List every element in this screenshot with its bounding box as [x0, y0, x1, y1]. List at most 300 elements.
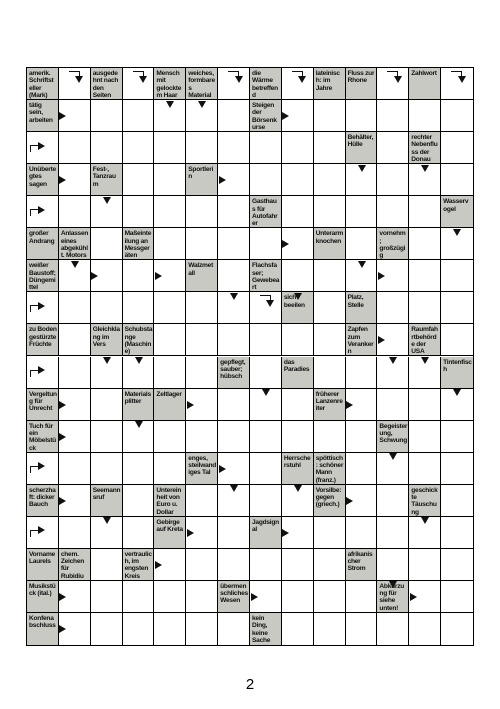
clue-cell — [27, 421, 59, 453]
answer-cell[interactable] — [346, 196, 378, 228]
answer-cell[interactable] — [314, 164, 346, 196]
answer-cell[interactable] — [91, 549, 123, 581]
arrow-down-icon — [294, 293, 302, 300]
arrow-right-icon — [282, 240, 289, 248]
clue-text: Tuch für ein Möbelstück — [29, 422, 56, 452]
clue-cell — [250, 613, 282, 645]
clue-cell — [27, 389, 59, 421]
clue-cell — [282, 357, 314, 389]
answer-cell[interactable] — [409, 389, 441, 421]
clue-cell — [218, 357, 250, 389]
arrow-right-icon — [378, 336, 385, 344]
answer-cell[interactable] — [218, 517, 250, 549]
answer-cell[interactable] — [250, 485, 282, 517]
clue-text: Anlassen eines abgekühlt. Motors — [60, 230, 89, 260]
clue-cell — [27, 324, 59, 356]
answer-cell[interactable] — [346, 100, 378, 132]
answer-cell[interactable] — [441, 581, 473, 613]
answer-cell[interactable] — [123, 196, 155, 228]
answer-cell[interactable] — [218, 196, 250, 228]
answer-cell[interactable] — [123, 613, 155, 645]
clue-text: Seemannsruf — [92, 486, 121, 502]
answer-cell[interactable] — [409, 453, 441, 485]
arrow-down-icon — [262, 389, 270, 396]
answer-cell[interactable] — [154, 164, 186, 196]
clue-cell — [27, 68, 59, 100]
clue-text: Zeltlager — [156, 390, 182, 398]
answer-cell[interactable] — [250, 453, 282, 485]
clue-text: Vorname Laurels — [29, 550, 55, 566]
clue-text: Fluss zur Rhone — [347, 70, 375, 85]
clue-cell — [250, 68, 282, 100]
answer-cell[interactable] — [218, 132, 250, 164]
clue-cell — [409, 324, 441, 356]
clue-text: enges, steilwandiges Tal — [188, 454, 217, 477]
arrow-right-icon — [59, 401, 66, 409]
answer-cell[interactable] — [409, 196, 441, 228]
answer-cell[interactable] — [409, 260, 441, 292]
arrow-right-icon — [282, 529, 289, 537]
answer-cell[interactable] — [314, 357, 346, 389]
answer-cell[interactable] — [377, 100, 409, 132]
answer-cell[interactable] — [218, 389, 250, 421]
clue-text: großer Andrang — [29, 230, 55, 245]
clue-cell — [59, 549, 91, 581]
clue-text: Mensch mit gelocktem Haar — [156, 70, 182, 99]
arrow-right-icon — [410, 593, 417, 601]
answer-cell[interactable] — [91, 100, 123, 132]
clue-cell — [377, 421, 409, 453]
answer-cell[interactable] — [441, 421, 473, 453]
clue-text: ausgedehnt nach den Seiten — [92, 70, 119, 99]
answer-cell[interactable] — [218, 68, 250, 100]
answer-cell[interactable] — [314, 260, 346, 292]
clue-text: das Paradies — [283, 358, 310, 373]
clue-cell — [154, 517, 186, 549]
clue-cell — [186, 260, 218, 292]
answer-cell[interactable] — [441, 260, 473, 292]
answer-cell[interactable] — [346, 613, 378, 645]
arrow-down-icon — [358, 261, 366, 268]
clue-text: Maßeinteilung an Messgeräten — [124, 230, 152, 260]
answer-cell[interactable] — [186, 485, 218, 517]
clue-cell — [27, 260, 59, 292]
clue-cell — [123, 389, 155, 421]
answer-cell[interactable] — [314, 517, 346, 549]
arrow-down-icon — [453, 389, 461, 396]
clue-cell — [154, 389, 186, 421]
clue-text: Gebirge auf Kreta — [156, 518, 183, 534]
answer-cell[interactable] — [314, 132, 346, 164]
answer-cell[interactable] — [441, 292, 473, 324]
answer-cell[interactable] — [441, 549, 473, 581]
clue-cell — [186, 164, 218, 196]
clue-cell — [282, 453, 314, 485]
clue-cell — [186, 453, 218, 485]
clue-text: rechter Nebenfluss der Donau — [411, 134, 438, 163]
answer-cell[interactable] — [282, 164, 314, 196]
clue-text: früherer Lanzenreiter — [315, 390, 343, 413]
answer-cell[interactable] — [59, 132, 91, 164]
arrow-right-icon — [282, 112, 289, 120]
clue-text: Begeisterung, Schwung — [379, 422, 408, 445]
clue-text: Untereinheit von Euro u. Dollar — [156, 486, 182, 516]
answer-cell[interactable] — [441, 164, 473, 196]
clue-cell — [27, 164, 59, 196]
answer-cell[interactable] — [91, 613, 123, 645]
answer-cell[interactable] — [346, 357, 378, 389]
clue-text: Herrscherstuhl — [283, 454, 311, 469]
clue-text: afrikanischer Strom — [347, 550, 373, 573]
answer-cell[interactable] — [282, 421, 314, 453]
answer-cell[interactable] — [314, 324, 346, 356]
clue-cell — [346, 292, 378, 324]
answer-cell[interactable] — [154, 196, 186, 228]
arrow-down-icon — [389, 357, 397, 364]
arrow-right-icon — [59, 112, 66, 120]
clue-cell — [27, 100, 59, 132]
clue-text: Tintenfisch — [443, 358, 472, 373]
answer-cell[interactable] — [186, 228, 218, 260]
clue-text: Platz, Stelle — [347, 294, 364, 309]
answer-cell[interactable] — [409, 292, 441, 324]
answer-cell[interactable] — [282, 389, 314, 421]
crossword-grid — [26, 67, 474, 646]
answer-cell[interactable] — [250, 549, 282, 581]
answer-cell[interactable] — [282, 68, 314, 100]
answer-cell[interactable] — [154, 581, 186, 613]
arrow-down-icon — [135, 421, 143, 428]
arrow-down-icon — [198, 101, 206, 108]
answer-cell[interactable] — [346, 453, 378, 485]
answer-cell[interactable] — [441, 132, 473, 164]
clue-cell — [346, 132, 378, 164]
clue-cell — [346, 324, 378, 356]
answer-cell[interactable] — [91, 421, 123, 453]
arrow-right-icon — [251, 593, 258, 601]
clue-cell — [250, 100, 282, 132]
clue-text: Behälter, Hülle — [347, 134, 374, 149]
clue-text: Gasthaus für Autofahrer — [252, 198, 278, 228]
answer-cell[interactable] — [250, 357, 282, 389]
arrow-right-icon — [346, 497, 353, 505]
answer-cell[interactable] — [377, 68, 409, 100]
clue-text: sich beeilen — [283, 294, 305, 309]
clue-cell — [314, 389, 346, 421]
answer-cell[interactable] — [154, 292, 186, 324]
clue-cell — [409, 132, 441, 164]
arrow-right-icon — [378, 272, 385, 280]
answer-cell[interactable] — [282, 196, 314, 228]
clue-text: Zapfen zum Verankern — [347, 326, 374, 356]
arrow-right-icon — [59, 176, 66, 184]
answer-cell[interactable] — [377, 164, 409, 196]
answer-cell[interactable] — [282, 581, 314, 613]
clue-text: scherzhaft: dicker Bauch — [29, 486, 56, 509]
answer-cell[interactable] — [218, 549, 250, 581]
clue-cell — [441, 196, 473, 228]
answer-cell[interactable] — [314, 581, 346, 613]
answer-cell[interactable] — [186, 421, 218, 453]
answer-cell[interactable] — [59, 324, 91, 356]
answer-cell[interactable] — [441, 68, 473, 100]
answer-cell[interactable] — [123, 68, 155, 100]
clue-cell — [250, 196, 282, 228]
arrow-right-icon — [219, 176, 226, 184]
clue-text: Gleichklang im Vers — [92, 326, 120, 349]
answer-cell[interactable] — [409, 100, 441, 132]
arrow-down-icon — [230, 485, 238, 492]
arrow-down-icon — [421, 517, 429, 524]
clue-cell — [27, 228, 59, 260]
arrow-down-icon — [103, 517, 111, 524]
clue-text: Zahlwort — [411, 70, 437, 77]
clue-cell — [346, 549, 378, 581]
clue-cell — [91, 324, 123, 356]
arrow-right-icon — [155, 561, 162, 569]
clue-text: Raumfahrtbehörde der USA — [411, 326, 438, 356]
answer-cell[interactable] — [91, 132, 123, 164]
clue-text: vertraulich, im engsten Kreis — [124, 550, 152, 580]
answer-cell[interactable] — [186, 581, 218, 613]
answer-cell[interactable] — [346, 581, 378, 613]
arrow-right-icon — [91, 272, 98, 280]
answer-cell[interactable] — [409, 549, 441, 581]
clue-text: Sportlerin — [188, 166, 214, 181]
answer-cell[interactable] — [314, 613, 346, 645]
clue-cell — [314, 485, 346, 517]
answer-cell[interactable] — [314, 100, 346, 132]
answer-cell[interactable] — [441, 324, 473, 356]
answer-cell[interactable] — [59, 292, 91, 324]
answer-cell[interactable] — [282, 132, 314, 164]
answer-cell[interactable] — [218, 324, 250, 356]
answer-cell[interactable] — [186, 324, 218, 356]
answer-cell[interactable] — [91, 581, 123, 613]
arrow-right-icon — [59, 625, 66, 633]
clue-cell — [27, 549, 59, 581]
clue-text: zu Boden gestürzte Früchte — [29, 326, 57, 349]
clue-text: Konfenabschluss — [29, 614, 56, 630]
answer-cell[interactable] — [154, 132, 186, 164]
clue-cell — [314, 228, 346, 260]
clue-text: übermenschliches Wesen — [220, 582, 248, 605]
answer-cell[interactable] — [154, 613, 186, 645]
clue-text: Vergeltung für Unrecht — [29, 390, 57, 413]
clue-text: Walzmetall — [188, 262, 214, 277]
answer-cell[interactable] — [154, 421, 186, 453]
answer-cell[interactable] — [186, 292, 218, 324]
answer-cell[interactable] — [59, 68, 91, 100]
arrow-down-icon — [230, 293, 238, 300]
arrow-down-icon — [389, 453, 397, 460]
arrow-down-icon — [453, 229, 461, 236]
arrow-right-icon — [219, 465, 226, 473]
answer-cell[interactable] — [218, 100, 250, 132]
answer-cell[interactable] — [218, 228, 250, 260]
answer-cell[interactable] — [441, 453, 473, 485]
answer-cell[interactable] — [91, 228, 123, 260]
answer-cell[interactable] — [441, 485, 473, 517]
answer-cell[interactable] — [377, 517, 409, 549]
clue-cell — [409, 68, 441, 100]
answer-cell[interactable] — [409, 228, 441, 260]
arrow-right-icon — [187, 401, 194, 409]
answer-cell[interactable] — [59, 517, 91, 549]
arrow-down-icon — [103, 197, 111, 204]
answer-cell[interactable] — [282, 324, 314, 356]
answer-cell[interactable] — [377, 196, 409, 228]
answer-cell[interactable] — [282, 549, 314, 581]
answer-cell[interactable] — [91, 292, 123, 324]
clue-text: Vorsilbe: gegen (griech.) — [315, 486, 342, 509]
clue-cell — [250, 517, 282, 549]
page-number: 2 — [245, 676, 255, 693]
answer-cell[interactable] — [186, 613, 218, 645]
clue-cell — [154, 68, 186, 100]
answer-cell[interactable] — [282, 260, 314, 292]
arrow-down-icon — [421, 357, 429, 364]
answer-cell[interactable] — [250, 324, 282, 356]
answer-cell[interactable] — [91, 389, 123, 421]
clue-text: weiches, formbares Material — [188, 70, 215, 99]
answer-cell[interactable] — [314, 292, 346, 324]
answer-cell[interactable] — [377, 549, 409, 581]
answer-cell[interactable] — [441, 613, 473, 645]
answer-cell[interactable] — [218, 260, 250, 292]
answer-cell[interactable] — [282, 613, 314, 645]
clue-text: geschickte Täuschung — [411, 486, 438, 516]
clue-cell — [27, 613, 59, 645]
arrow-right-icon — [346, 401, 353, 409]
clue-text: Unübertegtes sagen — [29, 166, 56, 188]
answer-cell[interactable] — [123, 164, 155, 196]
clue-text: Materialsplitter — [124, 390, 151, 405]
answer-cell[interactable] — [186, 549, 218, 581]
answer-cell[interactable] — [377, 132, 409, 164]
clue-text: kein Ding, keine Sache — [252, 614, 271, 644]
answer-cell[interactable] — [123, 292, 155, 324]
answer-cell[interactable] — [154, 453, 186, 485]
clue-text: spöttisch: schöner Mann (franz.) — [315, 454, 344, 484]
answer-cell[interactable] — [123, 100, 155, 132]
arrow-right-icon — [59, 497, 66, 505]
answer-cell[interactable] — [91, 453, 123, 485]
answer-cell[interactable] — [59, 357, 91, 389]
answer-cell[interactable] — [59, 453, 91, 485]
answer-cell[interactable] — [123, 485, 155, 517]
answer-cell[interactable] — [377, 389, 409, 421]
arrow-right-icon — [155, 272, 162, 280]
clue-text: Unterarmknochen — [315, 230, 344, 245]
clue-cell — [218, 581, 250, 613]
answer-cell[interactable] — [250, 292, 282, 324]
clue-text: Schubstange (Maschine) — [124, 326, 153, 356]
answer-cell[interactable] — [123, 453, 155, 485]
answer-cell[interactable] — [441, 100, 473, 132]
clue-text: Abkürzung für siehe unten! — [379, 582, 405, 612]
clue-cell — [409, 485, 441, 517]
answer-cell[interactable] — [123, 581, 155, 613]
answer-cell[interactable] — [314, 196, 346, 228]
answer-cell[interactable] — [250, 164, 282, 196]
answer-cell[interactable] — [409, 613, 441, 645]
answer-cell[interactable] — [409, 421, 441, 453]
clue-text: die Wärme betreffend — [252, 70, 278, 99]
clue-text: amerik. Schriftsteller (Mark) — [29, 70, 54, 99]
clue-text: Jagdsignal — [252, 518, 279, 534]
clue-cell — [314, 453, 346, 485]
clue-cell — [27, 485, 59, 517]
clue-cell — [27, 581, 59, 613]
answer-cell[interactable] — [218, 613, 250, 645]
answer-cell[interactable] — [250, 421, 282, 453]
answer-cell[interactable] — [346, 421, 378, 453]
clue-cell — [59, 228, 91, 260]
clue-cell — [441, 357, 473, 389]
answer-cell[interactable] — [314, 421, 346, 453]
clue-text: chem. Zeichen für Rubidiu — [60, 550, 85, 580]
arrow-down-icon — [135, 357, 143, 364]
answer-cell[interactable] — [123, 517, 155, 549]
answer-cell[interactable] — [154, 357, 186, 389]
answer-cell[interactable] — [186, 132, 218, 164]
arrow-right-icon — [59, 433, 66, 441]
answer-cell[interactable] — [250, 132, 282, 164]
answer-cell[interactable] — [186, 357, 218, 389]
answer-cell[interactable] — [59, 196, 91, 228]
answer-cell[interactable] — [377, 485, 409, 517]
clue-cell — [123, 549, 155, 581]
answer-cell[interactable] — [123, 132, 155, 164]
clue-cell — [91, 68, 123, 100]
arrow-down-icon — [421, 165, 429, 172]
answer-cell[interactable] — [250, 228, 282, 260]
clue-cell — [377, 228, 409, 260]
answer-cell[interactable] — [377, 613, 409, 645]
clue-text: Steigen der Börsenkurse — [252, 102, 277, 131]
clue-text: Wasservogel — [443, 198, 469, 213]
clue-text: tätig sein, arbeiten — [29, 102, 53, 124]
clue-text: gepflegt, sauber; hübsch — [220, 358, 246, 381]
answer-cell[interactable] — [154, 228, 186, 260]
answer-cell[interactable] — [441, 517, 473, 549]
answer-cell[interactable] — [218, 421, 250, 453]
arrow-down-icon — [166, 101, 174, 108]
answer-cell[interactable] — [186, 196, 218, 228]
clue-text: Fest-, Tanzraum — [92, 166, 116, 188]
clue-text: vornehm; großzügig — [379, 230, 406, 260]
answer-cell[interactable] — [346, 517, 378, 549]
clue-text: Flachsfaser; Gewebeart — [252, 262, 280, 292]
arrow-down-icon — [294, 485, 302, 492]
arrow-down-icon — [358, 165, 366, 172]
clue-cell — [314, 68, 346, 100]
answer-cell[interactable] — [377, 292, 409, 324]
clue-cell — [123, 324, 155, 356]
answer-cell[interactable] — [123, 260, 155, 292]
answer-cell[interactable] — [314, 549, 346, 581]
answer-cell[interactable] — [346, 228, 378, 260]
clue-cell — [186, 68, 218, 100]
answer-cell[interactable] — [154, 324, 186, 356]
arrow-right-icon — [187, 529, 194, 537]
clue-cell — [154, 485, 186, 517]
clue-cell — [123, 228, 155, 260]
clue-cell — [91, 164, 123, 196]
clue-text: weißer Baustoff; Düngemittel — [29, 262, 56, 292]
clue-cell — [346, 68, 378, 100]
